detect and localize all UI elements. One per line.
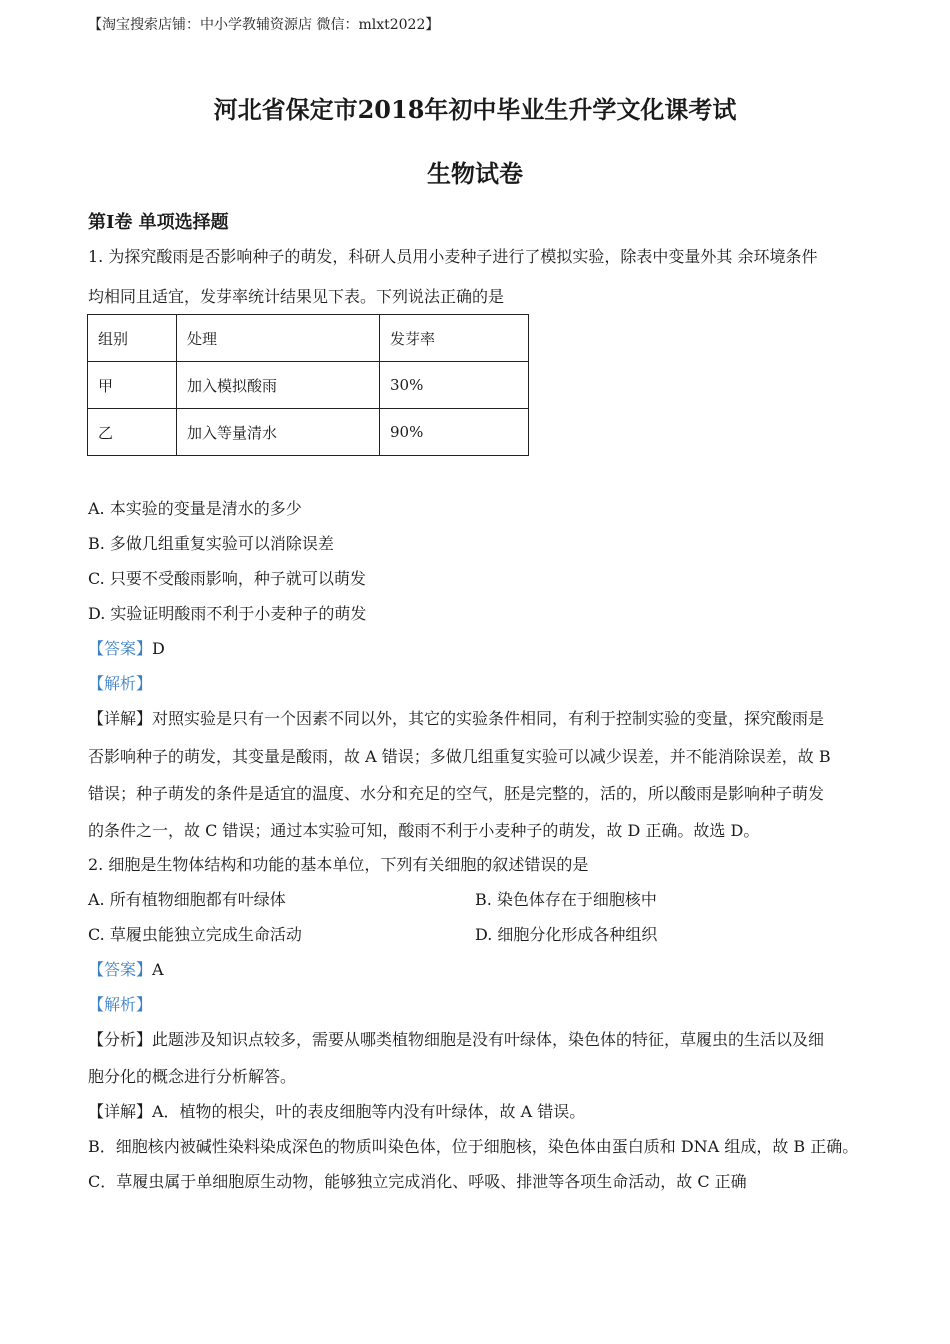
q1-data-table: [87, 314, 529, 456]
q2-option-c: C. 草履虫能独立完成生命活动: [88, 925, 302, 944]
q1-option-a: A. 本实验的变量是清水的多少: [88, 499, 302, 518]
answer-value: D: [152, 639, 165, 658]
table-header-cell: 发芽率: [380, 315, 529, 362]
q1-detail-line: 否影响种子的萌发，其变量是酸雨，故 A 错误；多做几组重复实验可以减少误差，并不能消除误差，故 B: [88, 747, 831, 766]
answer-value: A: [152, 960, 164, 979]
q2-answer: [88, 957, 164, 980]
table-cell: 甲: [88, 362, 177, 409]
table-cell: 加入等量清水: [177, 409, 380, 456]
table-cell: 乙: [88, 409, 177, 456]
answer-tag: 【答案】: [88, 639, 153, 658]
q1-option-b: B. 多做几组重复实验可以消除误差: [88, 534, 334, 553]
q1-stem-line-2: 均相同且适宜，发芽率统计结果见下表。下列说法正确的是: [88, 287, 505, 306]
q1-answer: [88, 636, 165, 659]
q2-analysis-tag: 【解析】: [88, 995, 153, 1014]
q2-analysis-line: 【分析】此题涉及知识点较多，需要从哪类植物细胞是没有叶绿体，染色体的特征，草履虫的生活以及细: [88, 1030, 825, 1049]
q2-detail-line: C．草履虫属于单细胞原生动物，能够独立完成消化、呼吸、排泄等各项生命活动，故 C 正确: [88, 1172, 747, 1191]
q2-detail-line: 【详解】A．植物的根尖，叶的表皮细胞等内没有叶绿体，故 A 错误。: [88, 1102, 586, 1121]
q1-option-c: C. 只要不受酸雨影响，种子就可以萌发: [88, 569, 366, 588]
q2-stem: 2. 细胞是生物体结构和功能的基本单位，下列有关细胞的叙述错误的是: [88, 855, 589, 874]
section-heading: 第Ⅰ卷 单项选择题: [88, 212, 229, 233]
q1-detail-line: 的条件之一，故 C 错误；通过本实验可知，酸雨不利于小麦种子的萌发，故 D 正确。故选 D。: [88, 821, 760, 840]
table-header-cell: 处理: [177, 315, 380, 362]
q1-detail-line: 【详解】对照实验是只有一个因素不同以外，其它的实验条件相同，有利于控制实验的变量，探究酸雨是: [88, 709, 825, 728]
q2-option-a: A. 所有植物细胞都有叶绿体: [88, 890, 286, 909]
table-header-cell: 组别: [88, 315, 177, 362]
q2-analysis-line: 胞分化的概念进行分析解答。: [88, 1067, 297, 1086]
q2-detail-line: B．细胞核内被碱性染料染成深色的物质叫染色体，位于细胞核，染色体由蛋白质和 DNA 组成，故 B 正确。: [88, 1137, 859, 1156]
q2-option-d: D. 细胞分化形成各种组织: [475, 925, 658, 944]
table-cell: 90%: [380, 409, 529, 456]
table-header-row: [88, 315, 529, 362]
exam-subtitle: 生物试卷: [427, 159, 523, 188]
page-header: 【淘宝搜索店铺：中小学教辅资源店 微信：mlxt2022】: [88, 17, 440, 33]
table-row: [88, 362, 529, 409]
answer-tag: 【答案】: [88, 960, 153, 979]
table-row: [88, 409, 529, 456]
q1-analysis-tag: 【解析】: [88, 674, 153, 693]
q2-option-b: B. 染色体存在于细胞核中: [475, 890, 657, 909]
table-cell: 30%: [380, 362, 529, 409]
q1-detail-line: 错误；种子萌发的条件是适宜的温度、水分和充足的空气，胚是完整的，活的，所以酸雨是影响种子萌发: [88, 784, 825, 803]
q1-option-d: D. 实验证明酸雨不利于小麦种子的萌发: [88, 604, 367, 623]
q1-stem-line-1: 1. 为探究酸雨是否影响种子的萌发，科研人员用小麦种子进行了模拟实验，除表中变量外其 余环境条件: [88, 247, 818, 266]
table-cell: 加入模拟酸雨: [177, 362, 380, 409]
exam-title: 河北省保定市2018年初中毕业生升学文化课考试: [213, 95, 737, 124]
